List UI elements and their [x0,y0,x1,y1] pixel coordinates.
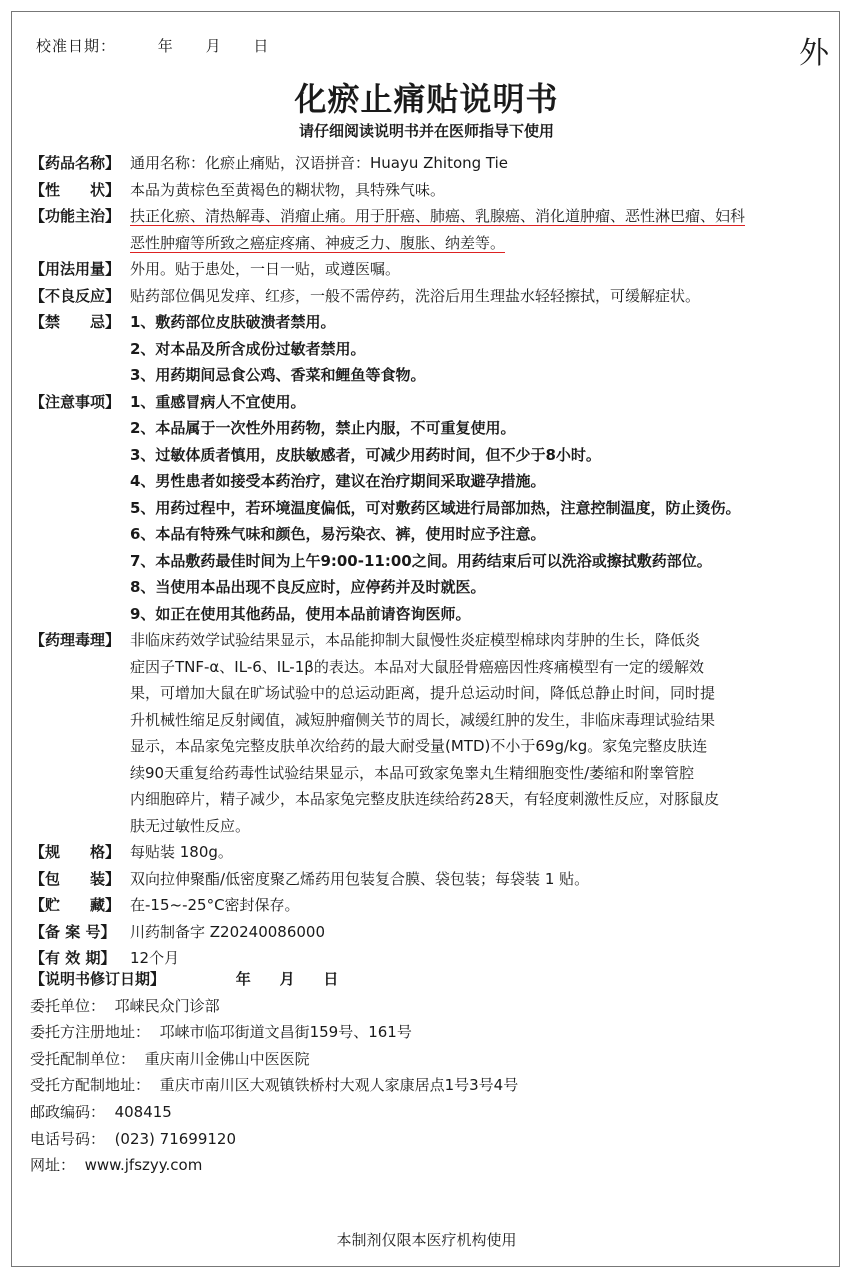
revision-date [30,966,518,993]
section-label: 【注意事项】 [30,392,121,411]
paragraph-line: 显示，本品家兔完整皮肤单次给药的最大耐受量(MTD)不小于69g/kg。家兔完整皮肤连 [130,737,708,755]
list-item: 8、当使用本品出现不良反应时，应停药并及时就医。 [130,578,486,596]
list-item: 4、男性患者如接受本药治疗，建议在治疗期间采取避孕措施。 [130,472,546,490]
calibration-day: 日 [253,37,270,55]
footer-note: 本制剂仅限本医疗机构使用 [336,1231,517,1249]
section-text: 每贴装 180g。 [130,843,233,861]
list-item: 5、用药过程中，若环境温度偏低，可对敷药区域进行局部加热，注意控制温度，防止烫伤。 [130,498,741,517]
page-subtitle: 请仔细阅读说明书并在医师指导下使用 [298,122,554,140]
section-storage [30,892,830,919]
contact-label: 委托单位： [30,996,106,1015]
contact-line [30,1072,518,1099]
contact-line [30,993,518,1020]
revision-label: 【说明书修订日期】 [30,970,166,988]
section-contraindications [30,309,830,389]
list-item: 1、敷药部位皮肤破溃者禁用。 [130,313,336,331]
instruction-sections [30,150,830,972]
contact-label: 受托方配制地址： [30,1076,151,1095]
section-label: 【禁 忌】 [30,313,121,331]
section-label: 【药品名称】 [30,154,121,172]
section-text: 在-15~-25°C密封保存。 [130,896,300,914]
section-property [30,177,830,204]
contact-block [30,966,518,1179]
contact-label: 委托方注册地址： [30,1023,151,1042]
list-item: 3、过敏体质者慎用，皮肤敏感者，可减少用药时间，但不少于8小时。 [130,445,601,464]
contact-value: 重庆市南川区大观镇铁桥村大观人家康居点1号3号4号 [159,1076,519,1095]
paragraph-line: 续90天重复给药毒性试验结果显示，本品可致家兔睾丸生精细胞变性/萎缩和附睾管腔 [130,763,695,782]
revision-day: 日 [323,970,339,988]
contact-line [30,1152,518,1179]
contact-value: (023) 71699120 [114,1129,237,1148]
function-line-2: 恶性肿瘤等所致之癌症疼痛、神疲乏力、腹胀、纳差等。 [130,233,506,252]
external-use-mark: 外 [799,36,829,71]
section-label: 【规 格】 [30,843,121,861]
function-line-1: 扶正化瘀、清热解毒、消瘤止痛。用于肝癌、肺癌、乳腺癌、消化道肿瘤、恶性淋巴瘤、妇科 [130,207,746,225]
contact-label: 电话号码： [30,1129,106,1148]
revision-year: 年 [235,970,251,988]
paragraph-line: 非临床药效学试验结果显示，本品能抑制大鼠慢性炎症模型棉球肉芽肿的生长，降低炎 [130,631,701,649]
section-drug-name [30,150,830,177]
section-text: 12个月 [130,949,180,967]
contact-line [30,1046,518,1073]
section-text: 双向拉伸聚酯/低密度聚乙烯药用包装复合膜、袋包装；每袋装 1 贴。 [130,869,590,888]
section-adverse [30,283,830,310]
section-text: 贴药部位偶见发痒、红疹，一般不需停药，洗浴后用生理盐水轻轻擦拭，可缓解症状。 [130,286,701,305]
section-record-number [30,919,830,946]
website-link[interactable]: www.jfszyy.com [84,1156,203,1175]
section-specification [30,839,830,866]
section-label: 【备 案 号】 [30,922,116,941]
section-label: 【药理毒理】 [30,631,121,649]
paragraph-line: 果，可增加大鼠在旷场试验中的总运动距离，提升总运动时间，降低总静止时间，同时提 [130,684,716,702]
calibration-month: 月 [205,37,222,55]
section-label: 【功能主治】 [30,207,121,225]
section-text: 本品为黄棕色至黄褐色的糊状物，具特殊气味。 [130,180,446,199]
page-title: 化瘀止痛贴说明书 [294,80,559,118]
section-text: 外用。贴于患处，一日一贴，或遵医嘱。 [130,260,401,278]
section-pharmacology [30,627,830,839]
revision-month: 月 [279,970,295,988]
paragraph-line: 肤无过敏性反应。 [130,816,251,835]
contact-value: 408415 [114,1102,172,1121]
section-text: 通用名称：化瘀止痛贴，汉语拼音：Huayu Zhitong Tie [130,154,509,172]
section-label: 【贮 藏】 [30,896,121,914]
calibration-label: 校准日期： [36,37,117,55]
list-item: 7、本品敷药最佳时间为上午9:00-11:00之间。用药结束后可以洗浴或擦拭敷药部位。 [130,551,712,570]
list-item: 2、本品属于一次性外用药物，禁止内服，不可重复使用。 [130,419,516,437]
contact-label: 受托配制单位： [30,1049,136,1068]
section-label: 【用法用量】 [30,260,121,278]
paragraph-line: 内细胞碎片，精子减少，本品家兔完整皮肤连续给药28天，有轻度刺激性反应，对豚鼠皮 [130,790,720,808]
list-item: 2、对本品及所含成份过敏者禁用。 [130,339,366,358]
contact-value: 邛崃市临邛街道文昌街159号、161号 [159,1023,412,1042]
section-label: 【包 装】 [30,869,121,888]
contact-line [30,1099,518,1126]
list-item: 3、用药期间忌食公鸡、香菜和鲤鱼等食物。 [130,366,426,384]
section-label: 【不良反应】 [30,286,121,305]
section-packaging [30,866,830,893]
calibration-year: 年 [157,37,174,55]
section-precautions [30,389,830,628]
calibration-date [36,35,269,56]
section-label: 【性 状】 [30,180,121,199]
contact-label: 网址： [30,1156,76,1175]
list-item: 1、重感冒病人不宜使用。 [130,392,306,411]
list-item: 6、本品有特殊气味和颜色，易污染衣、裤，使用时应予注意。 [130,525,546,543]
paragraph-line: 症因子TNF-α、IL-6、IL-1β的表达。本品对大鼠胫骨癌癌因性疼痛模型有一定的缓解效 [130,657,704,676]
section-usage [30,256,830,283]
contact-line [30,1126,518,1153]
paragraph-line: 升机械性缩足反射阈值，减短肿瘤侧关节的周长，减缓红肿的发生，非临床毒理试验结果 [130,710,716,729]
list-item: 9、如正在使用其他药品，使用本品前请咨询医师。 [130,604,471,623]
contact-value: 邛崃民众门诊部 [114,996,220,1015]
contact-label: 邮政编码： [30,1102,106,1121]
section-function [30,203,830,256]
section-text: 川药制备字 Z20240086000 [130,922,326,941]
section-label: 【有 效 期】 [30,949,116,967]
contact-line [30,1019,518,1046]
contact-value: 重庆南川金佛山中医医院 [144,1049,310,1068]
